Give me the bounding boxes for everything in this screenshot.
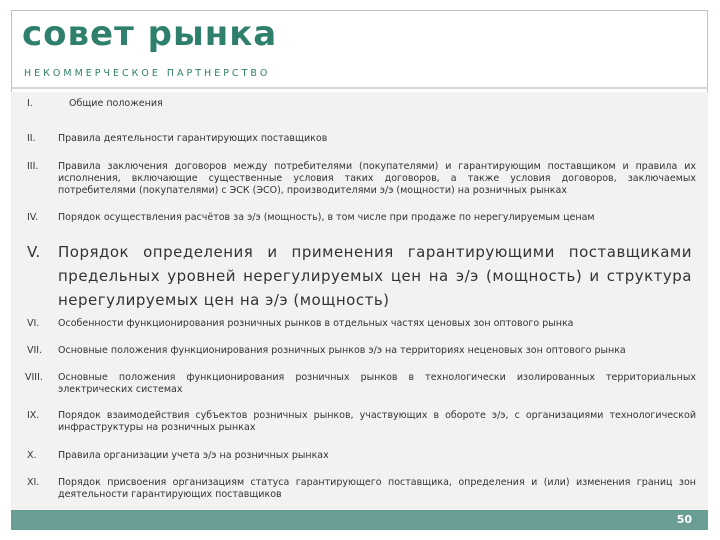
item-text: Порядок присвоения организациям статуса гарантирующего поставщика, определения и (или) изменения границ зон деятельности гарантирующих поставщиков — [58, 477, 696, 500]
item-number: X. — [27, 450, 37, 461]
logo-subtitle: НЕКОММЕРЧЕСКОЕ ПАРТНЕРСТВО — [24, 68, 271, 79]
item-text: Основные положения функционирования розничных рынков в технологически изолированных территориальных электрических системах — [58, 372, 696, 395]
logo: совет рынка — [22, 14, 278, 54]
item-number: V. — [27, 243, 41, 261]
item-number: XI. — [27, 477, 40, 488]
item-number: IX. — [27, 410, 40, 421]
item-text: Основные положения функционирования розничных рынков э/э на территориях неценовых зон оптового рынка — [58, 345, 626, 356]
item-text: Правила организации учета э/э на розничных рынках — [58, 450, 329, 461]
item-text: Особенности функционирования розничных рынков в отдельных частях ценовых зон оптового рынка — [58, 318, 574, 329]
item-number: IV. — [27, 212, 39, 223]
item-number: II. — [27, 133, 36, 144]
item-text: Правила деятельности гарантирующих поставщиков — [58, 133, 328, 144]
item-text: Общие положения — [69, 98, 163, 109]
item-number: VI. — [27, 318, 40, 329]
item-text: Порядок взаимодействия субъектов розничных рынков, участвующих в обороте э/э, с организациями технологической инфраструктуры на розничных рынках — [58, 410, 696, 433]
item-number: VIII. — [25, 372, 43, 383]
item-text: Правила заключения договоров между потребителями (покупателями) и гарантирующим поставщиком и правила их исполнения, включающие существенные условия таких договоров, а также условия договоров, заключаемых потребителями (покупателями) с ЭСК (ЭСО), производителями э/э (мощности) на розничных рынках — [58, 161, 696, 196]
footer-bar — [11, 510, 708, 530]
item-number: III. — [27, 161, 39, 172]
contents-list — [11, 92, 708, 510]
item-number: I. — [27, 98, 33, 109]
page-number: 50 — [676, 513, 692, 526]
item-text: Порядок осуществления расчётов за э/э (мощность), в том числе при продаже по нерегулируемым ценам — [58, 212, 595, 223]
item-number: VII. — [27, 345, 43, 356]
header-divider — [11, 87, 708, 89]
item-text: Порядок определения и применения гарантирующими поставщиками предельных уровней нерегулируемых цен на э/э (мощность) и структура нерегулируемых цен на э/э (мощность) — [58, 243, 692, 309]
